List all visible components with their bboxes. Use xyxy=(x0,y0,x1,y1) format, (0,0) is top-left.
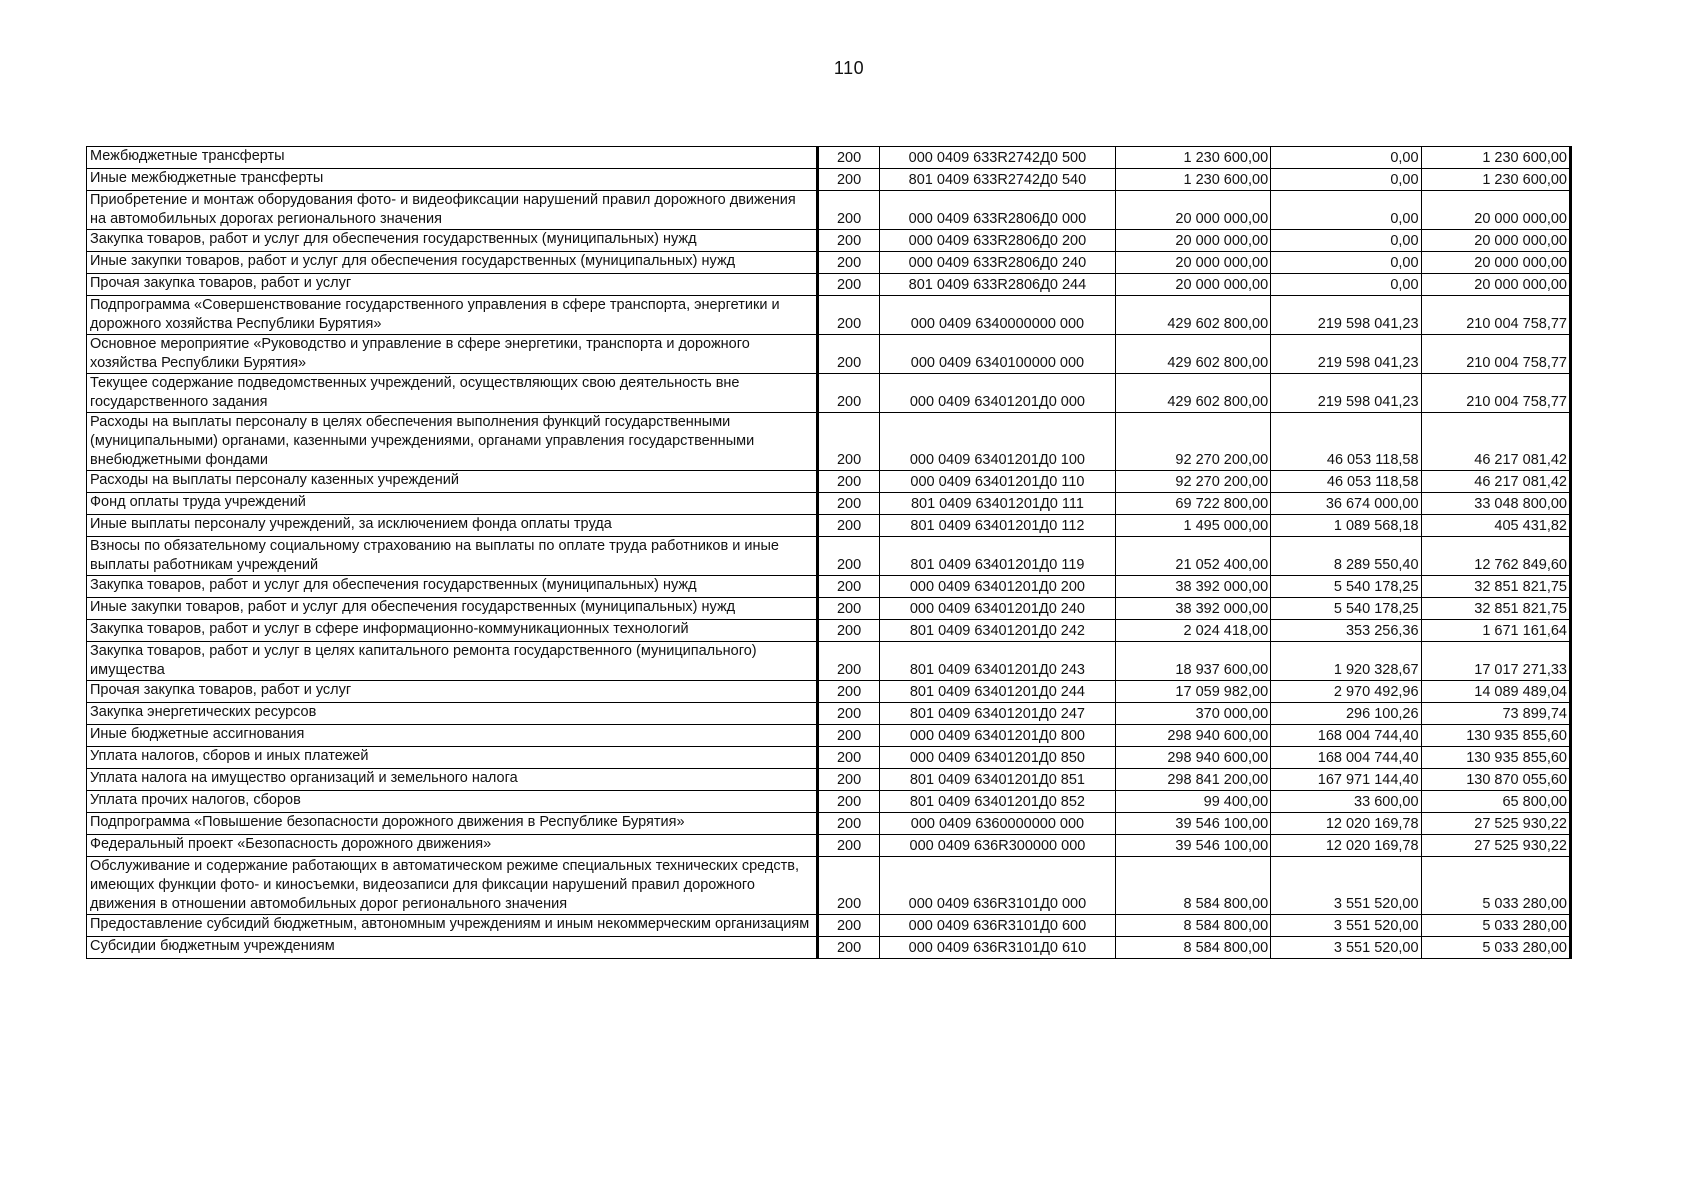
approved-amount-cell: 18 937 600,00 xyxy=(1115,642,1270,681)
approved-amount-cell: 92 270 200,00 xyxy=(1115,471,1270,493)
executed-amount-cell: 168 004 744,40 xyxy=(1271,747,1421,769)
approved-amount-cell: 17 059 982,00 xyxy=(1115,681,1270,703)
row-name-cell: Расходы на выплаты персоналу казенных учреждений xyxy=(87,471,818,493)
row-name-cell: Межбюджетные трансферты xyxy=(87,147,818,169)
unexecuted-amount-cell: 210 004 758,77 xyxy=(1421,374,1570,413)
line-code-cell: 200 xyxy=(817,493,879,515)
approved-amount-cell: 1 230 600,00 xyxy=(1115,147,1270,169)
row-name-cell: Расходы на выплаты персоналу в целях обеспечения выполнения функций государственными (муниципальными) органами, казенными учреждениями, органами управления государственными внебюджетными фондами xyxy=(87,413,818,471)
row-name-cell: Подпрограмма «Совершенствование государственного управления в сфере транспорта, энергетики и дорожного хозяйства Республики Бурятия» xyxy=(87,296,818,335)
unexecuted-amount-cell: 210 004 758,77 xyxy=(1421,335,1570,374)
unexecuted-amount-cell: 1 671 161,64 xyxy=(1421,620,1570,642)
row-name-cell: Прочая закупка товаров, работ и услуг xyxy=(87,681,818,703)
row-name-cell: Текущее содержание подведомственных учреждений, осуществляющих свою деятельность вне государственного задания xyxy=(87,374,818,413)
table-row xyxy=(87,493,1571,515)
approved-amount-cell: 2 024 418,00 xyxy=(1115,620,1270,642)
table-row xyxy=(87,537,1571,576)
table-row xyxy=(87,296,1571,335)
budget-classification-cell: 801 0409 63401201Д0 111 xyxy=(880,493,1116,515)
unexecuted-amount-cell: 405 431,82 xyxy=(1421,515,1570,537)
row-name-cell: Иные закупки товаров, работ и услуг для обеспечения государственных (муниципальных) нужд xyxy=(87,252,818,274)
unexecuted-amount-cell: 27 525 930,22 xyxy=(1421,835,1570,857)
row-name-cell: Закупка товаров, работ и услуг для обеспечения государственных (муниципальных) нужд xyxy=(87,576,818,598)
unexecuted-amount-cell: 32 851 821,75 xyxy=(1421,576,1570,598)
approved-amount-cell: 429 602 800,00 xyxy=(1115,374,1270,413)
line-code-cell: 200 xyxy=(817,835,879,857)
executed-amount-cell: 46 053 118,58 xyxy=(1271,413,1421,471)
executed-amount-cell: 5 540 178,25 xyxy=(1271,598,1421,620)
unexecuted-amount-cell: 27 525 930,22 xyxy=(1421,813,1570,835)
line-code-cell: 200 xyxy=(817,576,879,598)
approved-amount-cell: 429 602 800,00 xyxy=(1115,296,1270,335)
executed-amount-cell: 8 289 550,40 xyxy=(1271,537,1421,576)
table-row xyxy=(87,681,1571,703)
line-code-cell: 200 xyxy=(817,515,879,537)
unexecuted-amount-cell: 5 033 280,00 xyxy=(1421,937,1570,959)
executed-amount-cell: 0,00 xyxy=(1271,230,1421,252)
row-name-cell: Уплата прочих налогов, сборов xyxy=(87,791,818,813)
budget-classification-cell: 000 0409 63401201Д0 850 xyxy=(880,747,1116,769)
unexecuted-amount-cell: 17 017 271,33 xyxy=(1421,642,1570,681)
row-name-cell: Иные бюджетные ассигнования xyxy=(87,725,818,747)
line-code-cell: 200 xyxy=(817,703,879,725)
budget-classification-cell: 000 0409 63401201Д0 240 xyxy=(880,598,1116,620)
row-name-cell: Предоставление субсидий бюджетным, автономным учреждениям и иным некоммерческим организациям xyxy=(87,915,818,937)
executed-amount-cell: 46 053 118,58 xyxy=(1271,471,1421,493)
table-row xyxy=(87,857,1571,915)
budget-execution-table xyxy=(86,146,1572,959)
approved-amount-cell: 39 546 100,00 xyxy=(1115,835,1270,857)
line-code-cell: 200 xyxy=(817,537,879,576)
table-row xyxy=(87,147,1571,169)
unexecuted-amount-cell: 32 851 821,75 xyxy=(1421,598,1570,620)
unexecuted-amount-cell: 20 000 000,00 xyxy=(1421,230,1570,252)
executed-amount-cell: 12 020 169,78 xyxy=(1271,835,1421,857)
approved-amount-cell: 1 495 000,00 xyxy=(1115,515,1270,537)
budget-classification-cell: 000 0409 633R2806Д0 000 xyxy=(880,191,1116,230)
approved-amount-cell: 21 052 400,00 xyxy=(1115,537,1270,576)
row-name-cell: Уплата налогов, сборов и иных платежей xyxy=(87,747,818,769)
table-row xyxy=(87,835,1571,857)
line-code-cell: 200 xyxy=(817,747,879,769)
executed-amount-cell: 33 600,00 xyxy=(1271,791,1421,813)
unexecuted-amount-cell: 5 033 280,00 xyxy=(1421,915,1570,937)
budget-classification-cell: 801 0409 63401201Д0 244 xyxy=(880,681,1116,703)
executed-amount-cell: 296 100,26 xyxy=(1271,703,1421,725)
budget-classification-cell: 000 0409 63401201Д0 800 xyxy=(880,725,1116,747)
unexecuted-amount-cell: 65 800,00 xyxy=(1421,791,1570,813)
unexecuted-amount-cell: 20 000 000,00 xyxy=(1421,252,1570,274)
approved-amount-cell: 20 000 000,00 xyxy=(1115,191,1270,230)
executed-amount-cell: 2 970 492,96 xyxy=(1271,681,1421,703)
budget-classification-cell: 801 0409 63401201Д0 247 xyxy=(880,703,1116,725)
line-code-cell: 200 xyxy=(817,471,879,493)
budget-classification-cell: 000 0409 63401201Д0 200 xyxy=(880,576,1116,598)
approved-amount-cell: 20 000 000,00 xyxy=(1115,252,1270,274)
table-row xyxy=(87,937,1571,959)
row-name-cell: Субсидии бюджетным учреждениям xyxy=(87,937,818,959)
unexecuted-amount-cell: 33 048 800,00 xyxy=(1421,493,1570,515)
executed-amount-cell: 5 540 178,25 xyxy=(1271,576,1421,598)
table-row xyxy=(87,413,1571,471)
budget-classification-cell: 000 0409 633R2806Д0 240 xyxy=(880,252,1116,274)
executed-amount-cell: 0,00 xyxy=(1271,252,1421,274)
executed-amount-cell: 167 971 144,40 xyxy=(1271,769,1421,791)
unexecuted-amount-cell: 14 089 489,04 xyxy=(1421,681,1570,703)
approved-amount-cell: 8 584 800,00 xyxy=(1115,915,1270,937)
line-code-cell: 200 xyxy=(817,230,879,252)
budget-classification-cell: 000 0409 63401201Д0 100 xyxy=(880,413,1116,471)
row-name-cell: Прочая закупка товаров, работ и услуг xyxy=(87,274,818,296)
approved-amount-cell: 92 270 200,00 xyxy=(1115,413,1270,471)
budget-classification-cell: 000 0409 6340100000 000 xyxy=(880,335,1116,374)
budget-classification-cell: 000 0409 636R300000 000 xyxy=(880,835,1116,857)
executed-amount-cell: 219 598 041,23 xyxy=(1271,374,1421,413)
executed-amount-cell: 36 674 000,00 xyxy=(1271,493,1421,515)
executed-amount-cell: 1 089 568,18 xyxy=(1271,515,1421,537)
unexecuted-amount-cell: 46 217 081,42 xyxy=(1421,413,1570,471)
line-code-cell: 200 xyxy=(817,725,879,747)
budget-classification-cell: 801 0409 63401201Д0 852 xyxy=(880,791,1116,813)
line-code-cell: 200 xyxy=(817,937,879,959)
unexecuted-amount-cell: 210 004 758,77 xyxy=(1421,296,1570,335)
executed-amount-cell: 0,00 xyxy=(1271,274,1421,296)
row-name-cell: Основное мероприятие «Руководство и управление в сфере энергетики, транспорта и дорожного хозяйства Республики Бурятия» xyxy=(87,335,818,374)
table-row xyxy=(87,725,1571,747)
line-code-cell: 200 xyxy=(817,374,879,413)
table-row xyxy=(87,703,1571,725)
line-code-cell: 200 xyxy=(817,857,879,915)
budget-classification-cell: 000 0409 63401201Д0 110 xyxy=(880,471,1116,493)
unexecuted-amount-cell: 1 230 600,00 xyxy=(1421,169,1570,191)
budget-classification-cell: 801 0409 63401201Д0 851 xyxy=(880,769,1116,791)
row-name-cell: Закупка товаров, работ и услуг в целях капитального ремонта государственного (муниципального) имущества xyxy=(87,642,818,681)
unexecuted-amount-cell: 130 935 855,60 xyxy=(1421,747,1570,769)
row-name-cell: Обслуживание и содержание работающих в автоматическом режиме специальных технических средств, имеющих функции фото- и киносъемки, видеозаписи для фиксации нарушений правил дорожного движения в отношении автомобильных дорог регионального значения xyxy=(87,857,818,915)
table-row xyxy=(87,169,1571,191)
executed-amount-cell: 219 598 041,23 xyxy=(1271,335,1421,374)
table-row xyxy=(87,813,1571,835)
row-name-cell: Закупка товаров, работ и услуг в сфере информационно-коммуникационных технологий xyxy=(87,620,818,642)
line-code-cell: 200 xyxy=(817,642,879,681)
budget-classification-cell: 801 0409 63401201Д0 243 xyxy=(880,642,1116,681)
approved-amount-cell: 298 940 600,00 xyxy=(1115,725,1270,747)
table-row xyxy=(87,747,1571,769)
row-name-cell: Иные межбюджетные трансферты xyxy=(87,169,818,191)
unexecuted-amount-cell: 20 000 000,00 xyxy=(1421,191,1570,230)
line-code-cell: 200 xyxy=(817,915,879,937)
budget-classification-cell: 801 0409 633R2742Д0 540 xyxy=(880,169,1116,191)
approved-amount-cell: 39 546 100,00 xyxy=(1115,813,1270,835)
executed-amount-cell: 0,00 xyxy=(1271,147,1421,169)
table-row xyxy=(87,515,1571,537)
approved-amount-cell: 370 000,00 xyxy=(1115,703,1270,725)
table-row xyxy=(87,471,1571,493)
executed-amount-cell: 0,00 xyxy=(1271,169,1421,191)
line-code-cell: 200 xyxy=(817,769,879,791)
budget-classification-cell: 801 0409 63401201Д0 119 xyxy=(880,537,1116,576)
line-code-cell: 200 xyxy=(817,813,879,835)
line-code-cell: 200 xyxy=(817,252,879,274)
approved-amount-cell: 8 584 800,00 xyxy=(1115,937,1270,959)
budget-classification-cell: 801 0409 63401201Д0 242 xyxy=(880,620,1116,642)
line-code-cell: 200 xyxy=(817,274,879,296)
table-body xyxy=(87,147,1571,959)
approved-amount-cell: 20 000 000,00 xyxy=(1115,274,1270,296)
line-code-cell: 200 xyxy=(817,598,879,620)
row-name-cell: Иные закупки товаров, работ и услуг для обеспечения государственных (муниципальных) нужд xyxy=(87,598,818,620)
table-row xyxy=(87,374,1571,413)
line-code-cell: 200 xyxy=(817,620,879,642)
approved-amount-cell: 298 940 600,00 xyxy=(1115,747,1270,769)
row-name-cell: Закупка энергетических ресурсов xyxy=(87,703,818,725)
row-name-cell: Приобретение и монтаж оборудования фото- и видеофиксации нарушений правил дорожного движения на автомобильных дорогах регионального значения xyxy=(87,191,818,230)
line-code-cell: 200 xyxy=(817,147,879,169)
table-row xyxy=(87,620,1571,642)
budget-classification-cell: 000 0409 636R3101Д0 610 xyxy=(880,937,1116,959)
line-code-cell: 200 xyxy=(817,413,879,471)
row-name-cell: Взносы по обязательному социальному страхованию на выплаты по оплате труда работников и иные выплаты работникам учреждений xyxy=(87,537,818,576)
unexecuted-amount-cell: 1 230 600,00 xyxy=(1421,147,1570,169)
unexecuted-amount-cell: 130 870 055,60 xyxy=(1421,769,1570,791)
table-row xyxy=(87,642,1571,681)
budget-classification-cell: 801 0409 633R2806Д0 244 xyxy=(880,274,1116,296)
approved-amount-cell: 298 841 200,00 xyxy=(1115,769,1270,791)
table-row xyxy=(87,230,1571,252)
page-number: 110 xyxy=(833,58,865,78)
unexecuted-amount-cell: 20 000 000,00 xyxy=(1421,274,1570,296)
table-row xyxy=(87,769,1571,791)
budget-classification-cell: 000 0409 636R3101Д0 000 xyxy=(880,857,1116,915)
row-name-cell: Закупка товаров, работ и услуг для обеспечения государственных (муниципальных) нужд xyxy=(87,230,818,252)
budget-classification-cell: 000 0409 633R2806Д0 200 xyxy=(880,230,1116,252)
executed-amount-cell: 353 256,36 xyxy=(1271,620,1421,642)
budget-classification-cell: 000 0409 6340000000 000 xyxy=(880,296,1116,335)
approved-amount-cell: 1 230 600,00 xyxy=(1115,169,1270,191)
table-row xyxy=(87,274,1571,296)
table-row xyxy=(87,252,1571,274)
approved-amount-cell: 8 584 800,00 xyxy=(1115,857,1270,915)
line-code-cell: 200 xyxy=(817,791,879,813)
executed-amount-cell: 219 598 041,23 xyxy=(1271,296,1421,335)
unexecuted-amount-cell: 12 762 849,60 xyxy=(1421,537,1570,576)
approved-amount-cell: 38 392 000,00 xyxy=(1115,576,1270,598)
row-name-cell: Федеральный проект «Безопасность дорожного движения» xyxy=(87,835,818,857)
table-row xyxy=(87,576,1571,598)
unexecuted-amount-cell: 130 935 855,60 xyxy=(1421,725,1570,747)
executed-amount-cell: 1 920 328,67 xyxy=(1271,642,1421,681)
approved-amount-cell: 20 000 000,00 xyxy=(1115,230,1270,252)
budget-classification-cell: 000 0409 63401201Д0 000 xyxy=(880,374,1116,413)
executed-amount-cell: 0,00 xyxy=(1271,191,1421,230)
line-code-cell: 200 xyxy=(817,191,879,230)
table-row xyxy=(87,335,1571,374)
line-code-cell: 200 xyxy=(817,335,879,374)
row-name-cell: Иные выплаты персоналу учреждений, за исключением фонда оплаты труда xyxy=(87,515,818,537)
table-row xyxy=(87,598,1571,620)
row-name-cell: Подпрограмма «Повышение безопасности дорожного движения в Республике Бурятия» xyxy=(87,813,818,835)
executed-amount-cell: 12 020 169,78 xyxy=(1271,813,1421,835)
row-name-cell: Фонд оплаты труда учреждений xyxy=(87,493,818,515)
table-row xyxy=(87,191,1571,230)
unexecuted-amount-cell: 73 899,74 xyxy=(1421,703,1570,725)
executed-amount-cell: 3 551 520,00 xyxy=(1271,915,1421,937)
row-name-cell: Уплата налога на имущество организаций и земельного налога xyxy=(87,769,818,791)
unexecuted-amount-cell: 5 033 280,00 xyxy=(1421,857,1570,915)
approved-amount-cell: 38 392 000,00 xyxy=(1115,598,1270,620)
approved-amount-cell: 99 400,00 xyxy=(1115,791,1270,813)
budget-classification-cell: 801 0409 63401201Д0 112 xyxy=(880,515,1116,537)
approved-amount-cell: 429 602 800,00 xyxy=(1115,335,1270,374)
line-code-cell: 200 xyxy=(817,169,879,191)
budget-classification-cell: 000 0409 633R2742Д0 500 xyxy=(880,147,1116,169)
unexecuted-amount-cell: 46 217 081,42 xyxy=(1421,471,1570,493)
executed-amount-cell: 3 551 520,00 xyxy=(1271,937,1421,959)
line-code-cell: 200 xyxy=(817,296,879,335)
line-code-cell: 200 xyxy=(817,681,879,703)
approved-amount-cell: 69 722 800,00 xyxy=(1115,493,1270,515)
executed-amount-cell: 3 551 520,00 xyxy=(1271,857,1421,915)
executed-amount-cell: 168 004 744,40 xyxy=(1271,725,1421,747)
budget-classification-cell: 000 0409 6360000000 000 xyxy=(880,813,1116,835)
budget-classification-cell: 000 0409 636R3101Д0 600 xyxy=(880,915,1116,937)
table-row xyxy=(87,915,1571,937)
table-row xyxy=(87,791,1571,813)
